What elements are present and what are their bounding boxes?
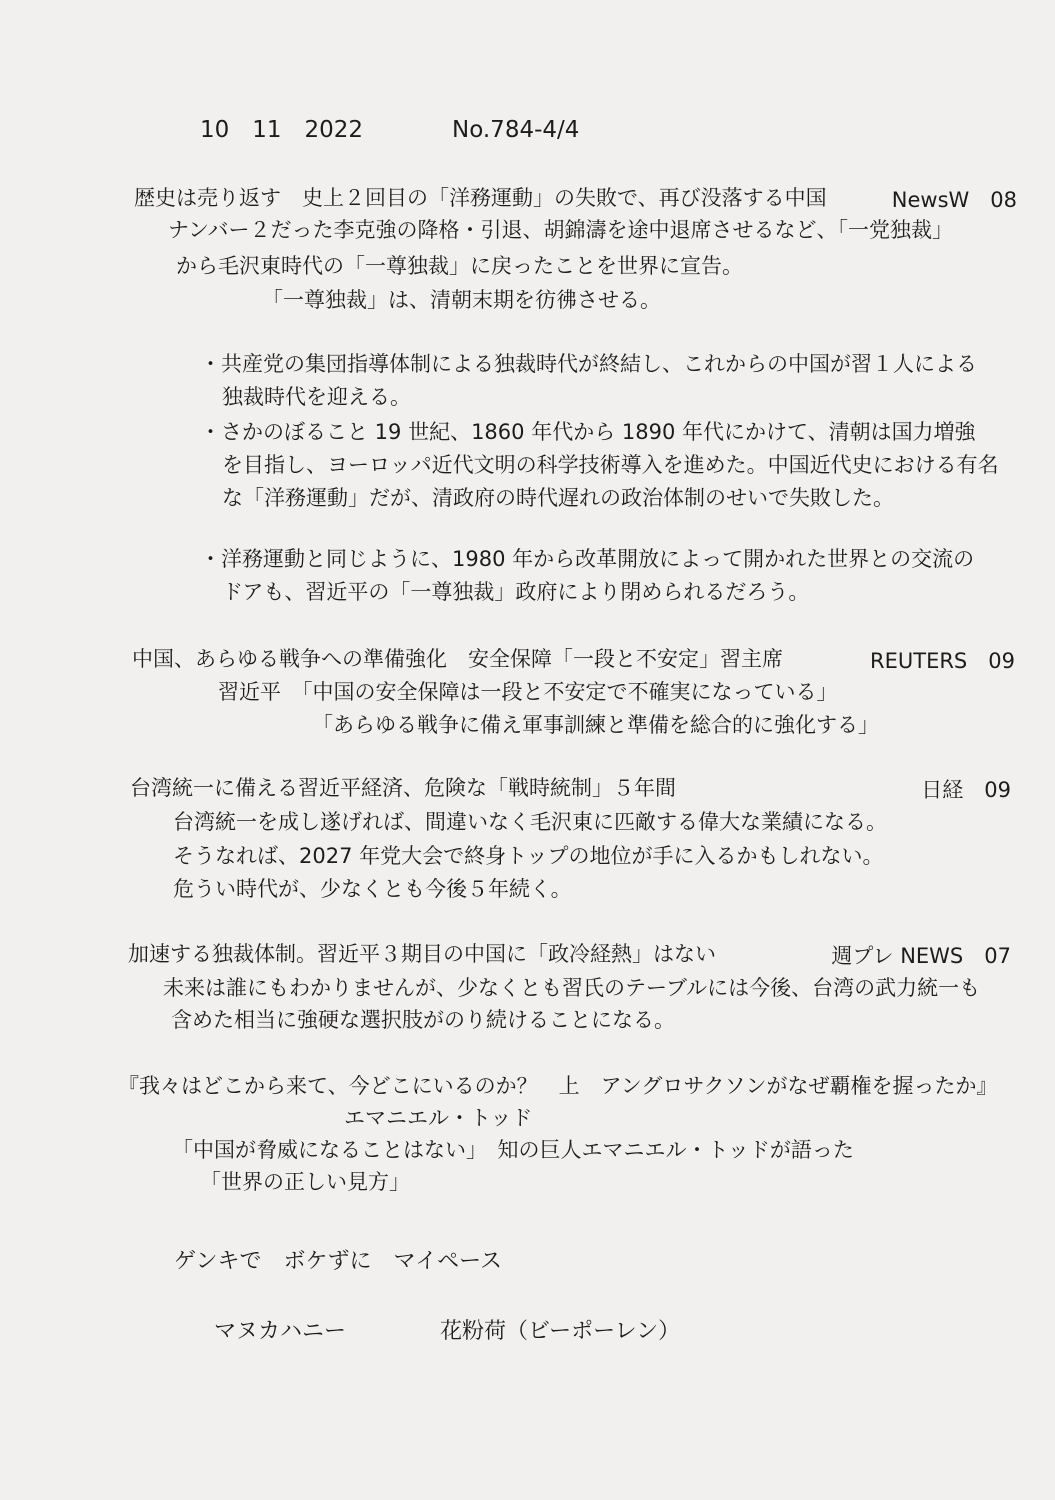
s1-line-3: 「一尊独裁」は、清朝末期を彷彿させる。 <box>262 288 661 312</box>
s1-title: 歴史は売り返す 史上２回目の「洋務運動」の失敗で、再び没落する中国 <box>134 186 827 210</box>
s1-bullet-1b: 独裁時代を迎える。 <box>222 385 411 409</box>
s1-bullet-2b: を目指し、ヨーロッパ近代文明の科学技術導入を進めた。中国近代史における有名 <box>222 453 999 477</box>
s1-source: NewsW 08 <box>891 188 1017 212</box>
s4-title: 加速する独裁体制。習近平３期目の中国に「政冷経熱」はない <box>128 942 716 966</box>
s5-book-title: 『我々はどこから来て、今どこにいるのか？ 上 アングロサクソンがなぜ覇権を握ったか』 <box>118 1074 998 1098</box>
footer-right-item: 花粉荷（ビーポーレン） <box>440 1319 681 1344</box>
s1-bullet-3b: ドアも、習近平の「一尊独裁」政府により閉められるだろう。 <box>222 580 810 604</box>
s2-line-1: 習近平 「中国の安全保障は一段と不安定で不確実になっている」 <box>218 680 838 704</box>
s1-bullet-2c: な「洋務運動」だが、清政府の時代遅れの政治体制のせいで失敗した。 <box>222 486 894 510</box>
s1-line-1: ナンバー２だった李克強の降格・引退、胡錦濤を途中退席させるなど、「一党独裁」 <box>168 218 953 242</box>
s1-bullet-1a: ・共産党の集団指導体制による独裁時代が終結し、これからの中国が習１人による <box>200 352 977 376</box>
s4-line-2: 含めた相当に強硬な選択肢がのり続けることになる。 <box>171 1008 675 1032</box>
s2-source: REUTERS 09 <box>870 649 1015 673</box>
s1-bullet-3a: ・洋務運動と同じように、1980 年から改革開放によって開かれた世界との交流の <box>200 547 975 571</box>
s4-source: 週プレ NEWS 07 <box>831 944 1011 968</box>
s1-line-2: から毛沢東時代の「一尊独裁」に戻ったことを世界に宣告。 <box>176 254 743 278</box>
footer-left-item: マヌカハニー <box>214 1319 347 1344</box>
footer-motto: ゲンキで ボケずに マイペース <box>174 1249 503 1274</box>
s4-line-1: 未来は誰にもわかりませんが、少なくとも習氏のテーブルには今後、台湾の武力統一も <box>163 976 981 1000</box>
s1-bullet-2a: ・さかのぼること 19 世紀、1860 年代から 1890 年代にかけて、清朝は国力増強 <box>200 420 976 444</box>
s3-title: 台湾統一に備える習近平経済、危険な「戦時統制」５年間 <box>130 776 676 800</box>
s2-title: 中国、あらゆる戦争への準備強化 安全保障「一段と不安定」習主席 <box>132 647 783 671</box>
s3-source: 日経 09 <box>921 778 1011 802</box>
s3-line-1: 台湾統一を成し遂げれば、間違いなく毛沢東に匹敵する偉大な業績になる。 <box>173 810 887 834</box>
s3-line-3: 危うい時代が、少なくとも今後５年続く。 <box>173 877 572 901</box>
s5-line-2: 「世界の正しい見方」 <box>200 1170 410 1194</box>
s5-author: エマニエル・トッド <box>344 1106 533 1130</box>
s3-line-2: そうなれば、2027 年党大会で終身トップの地位が手に入るかもしれない。 <box>173 844 884 868</box>
header-date: 10 11 2022 <box>200 117 364 143</box>
s2-line-2: 「あらゆる戦争に備え軍事訓練と準備を総合的に強化する」 <box>312 713 879 737</box>
s5-line-1: 「中国が脅威になることはない」 知の巨人エマニエル・トッドが語った <box>172 1138 854 1162</box>
header-issue-number: No.784-4/4 <box>452 117 580 143</box>
